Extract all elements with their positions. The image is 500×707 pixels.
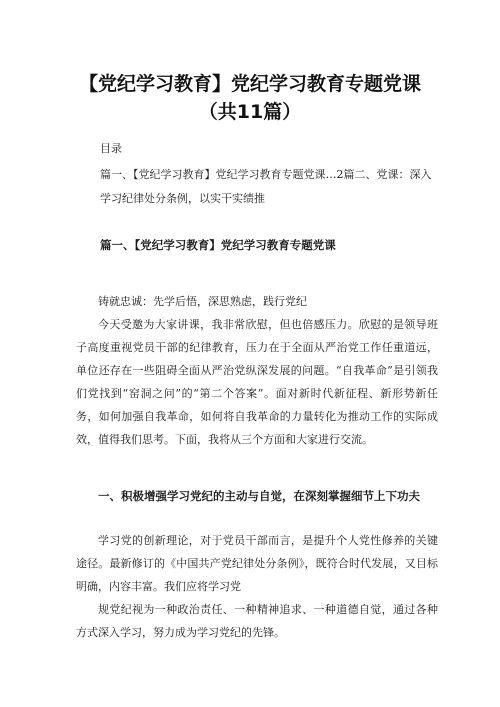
section-heading: 篇一、【党纪学习教育】党纪学习教育专题党课 <box>100 238 336 252</box>
sub-heading-1: 一、积极增强学习党纪的主动与自觉，在深刻掌握细节上下功夫 <box>98 489 420 503</box>
toc-label: 目录 <box>100 142 122 155</box>
title-line-1: 【党纪学习教育】党纪学习教育专题党课 <box>78 73 421 95</box>
document-title <box>40 70 460 126</box>
paragraph-3: 规党纪视为一种政治责任、一种精神追求、一种道德自觉，通过各种方式深入学习，努力成为学习党纪的先锋。 <box>76 603 438 639</box>
paragraph-1: 今天受邀为大家讲课，我非常欣慰，但也倍感压力。欣慰的是领导班子高度重视党员干部的纪律教育，压力在于全面从严治党工作任重道远，单位还存在一些阻碍全面从严治党纵深发展的问题。“自我革命”是引领我们党找到“窑洞之问”的“第二个答案”。面对新时代新征程、新形势新任务，如何加强自我革命，如何将自我革命的力量转化为推动工作的实际成效，值得我们思考。下面，我将从三个方面和大家进行交流。 <box>76 318 438 446</box>
toc-entries: 篇一、【党纪学习教育】党纪学习教育专题党课…2篇二、党课：深入学习纪律处分条例，以实干实绩推 <box>100 168 432 205</box>
paragraph-2: 学习党的创新理论，对于党员干部而言，是提升个人党性修养的关键途径。最新修订的《中国共产党纪律处分条例》，既符合时代发展，又目标明确，内容丰富。我们应将学习党 <box>76 534 438 593</box>
title-line-2: （共11篇） <box>198 101 302 123</box>
motto-line: 铸就忠诚：先学后悟，深思熟虑，践行党纪 <box>98 295 307 308</box>
